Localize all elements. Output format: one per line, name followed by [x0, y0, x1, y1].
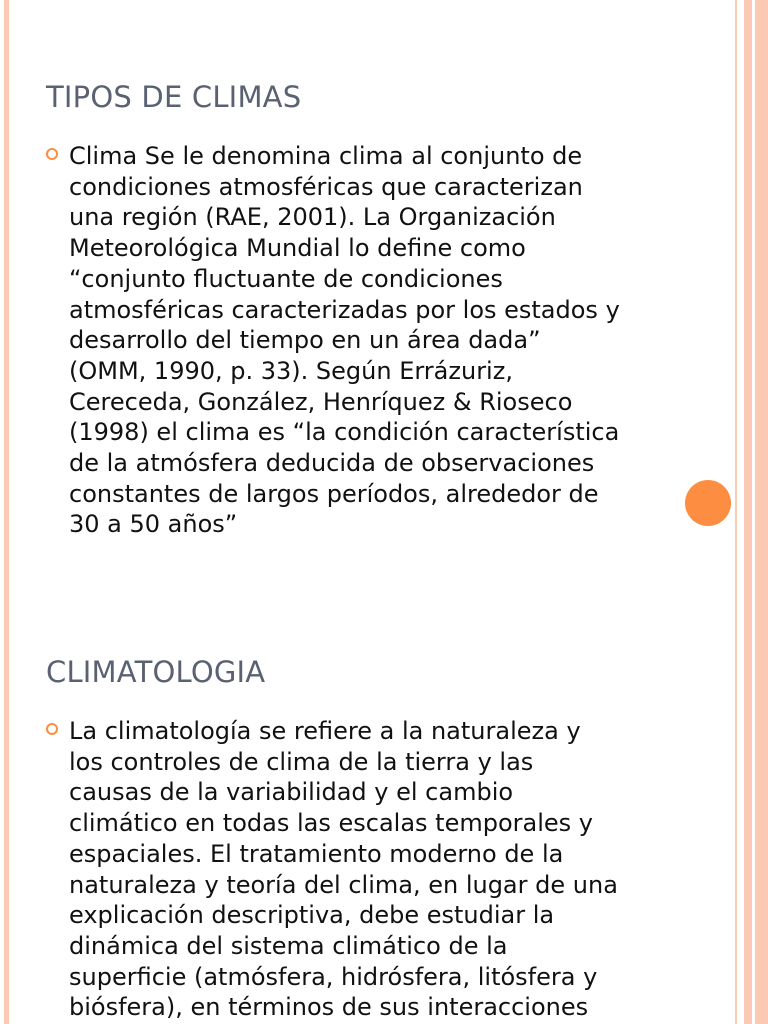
bullet-ring-icon [46, 148, 58, 160]
right-decor-bar-inner [744, 0, 752, 1024]
right-decor-bar-outer [755, 0, 768, 1024]
right-decor-line [735, 0, 737, 1024]
bullet-text-clima: Clima Se le denomina clima al conjunto de condiciones atmosféricas que caracterizan una región (RAE, 2001). La Organización Meteorológica Mundial lo define como “conjunto fluctuante de condiciones atmosféricas caracterizadas por los estados y desarrollo del tiempo en un área dada” (OMM, 1990, p. 33). Según Errázuriz, Cereceda, González, Henríquez & Rioseco (1998) el clima es “la condición característica de la atmósfera deducida de observaciones constantes de largos períodos, alrededor de 30 a 50 años” [69, 142, 620, 539]
section-title-climatologia: CLIMATOLOGIA [46, 655, 266, 689]
left-decor-bar [4, 0, 9, 1024]
bullet-item-clima [46, 141, 666, 540]
bullet-ring-icon [46, 723, 58, 735]
section-title-tipos-de-climas: TIPOS DE CLIMAS [46, 80, 302, 114]
bullet-text-climatologia: La climatología se refiere a la naturaleza y los controles de clima de la tierra y las causas de la variabilidad y el cambio climático en todas las escalas temporales y espaciales. El tratamiento moderno de la naturaleza y teoría del clima, en lugar de una explicación descriptiva, debe estudiar la dinámica del sistema climático de la superficie (atmósfera, hidrósfera, litósfera y biósfera), en términos de sus interacciones [69, 717, 618, 1022]
orange-circle-decor [685, 480, 731, 526]
bullet-item-climatologia [46, 716, 666, 1023]
